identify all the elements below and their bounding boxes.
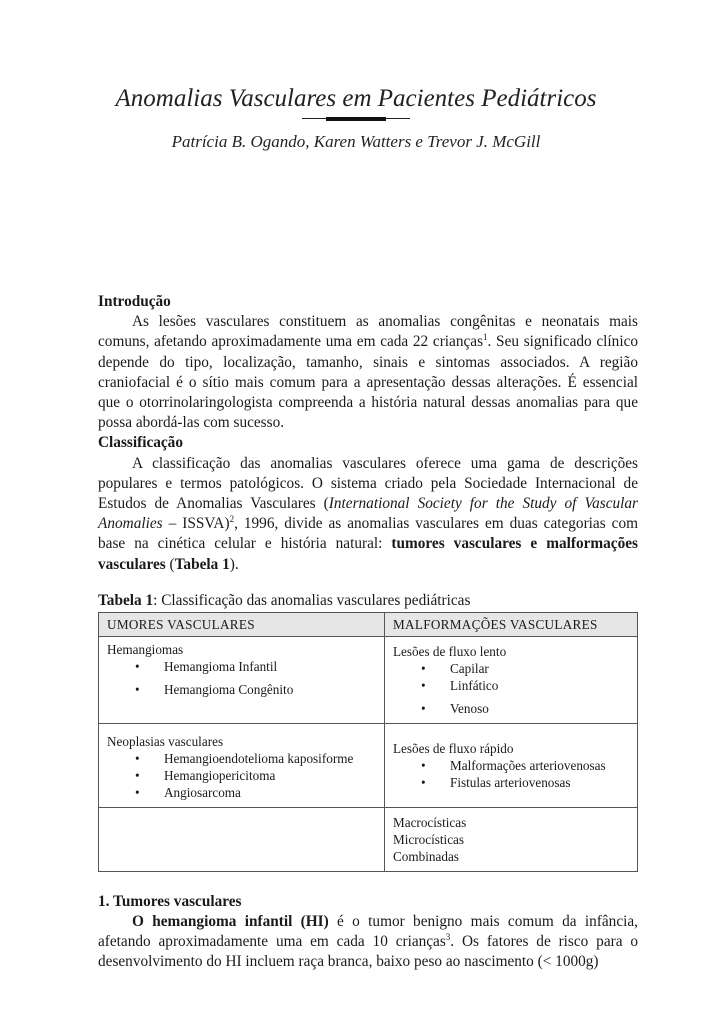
hemangioma-term: O hemangioma infantil (HI) <box>132 913 329 931</box>
title-divider-accent <box>326 117 386 121</box>
classification-text-c: , 1996, divide as anomalias vasculares em duas categorias com base na cinética celular e história natural: <box>98 515 638 553</box>
table-cell <box>99 636 385 723</box>
list-item: • Hemangioma Infantil <box>107 658 376 675</box>
page-title: Anomalias Vasculares em Pacientes Pediátricos <box>115 85 597 112</box>
table-row <box>99 723 638 807</box>
authors-line: Patrícia B. Ogando, Karen Watters e Trevor J. McGill <box>171 132 541 151</box>
classification-text-a: A classificação das anomalias vasculares oferece uma gama de descrições populares e termos patológicos. O sistema criado pela Sociedade Internacional de Estudos de Anomalias Vasculares ( <box>98 454 638 513</box>
classification-text-b: – ISSVA) <box>162 515 230 533</box>
bullet-list <box>107 750 376 801</box>
table-caption-label: Tabela 1 <box>98 591 154 609</box>
table-row <box>99 807 638 871</box>
intro-paragraph <box>98 312 638 433</box>
section-text-a: é o tumor benigno mais comum da infância, afetando aproximadamente uma em cada 10 crianças <box>98 913 638 951</box>
classification-table <box>98 612 638 872</box>
cell-title: Lesões de fluxo rápido <box>393 740 514 756</box>
cell-line: Macrocísticas <box>393 814 467 830</box>
section-heading: 1. Tumores vasculares <box>98 892 242 910</box>
table-cell <box>385 723 638 807</box>
article-body <box>98 292 638 973</box>
table-cell <box>385 636 638 723</box>
bullet-list <box>393 757 629 791</box>
header-vascular-tumors: UMORES VASCULARES <box>99 612 385 636</box>
footnote-ref-1: 1 <box>483 332 488 343</box>
issva-name: International Society for the Study of Vascular Anomalies <box>98 495 638 533</box>
bullet-list <box>107 658 376 698</box>
list-item: • Capilar <box>393 660 629 677</box>
cell-title: Lesões de fluxo lento <box>393 643 507 659</box>
footnote-ref-3: 3 <box>445 932 451 943</box>
intro-text-b: . Seu significado clínico depende do tipo, localização, tamanho, sinais e sintomas associados. A região craniofacial é o sítio mais comum para a apresentação dessas alterações. É essencial que o otorrinolaringologista compreenda a história natural dessas anomalias para que possa abordá-las com sucesso. <box>98 333 639 432</box>
cell-title: Hemangiomas <box>107 641 184 657</box>
classification-text-e: ). <box>229 555 239 573</box>
list-item: • Hemangiopericitoma <box>107 767 376 784</box>
intro-heading: Introdução <box>98 293 171 310</box>
table-cell <box>99 723 385 807</box>
list-item: • Hemangioendotelioma kaposiforme <box>107 750 376 767</box>
cell-line: Microcísticas <box>393 831 465 847</box>
header-vascular-malformations: MALFORMAÇÕES VASCULARES <box>385 612 638 636</box>
bullet-list <box>393 660 629 717</box>
cell-line: Combinadas <box>393 848 459 864</box>
table-row <box>99 636 638 723</box>
list-item: • Malformações arteriovenosas <box>393 757 629 774</box>
classification-text-d: ( <box>165 555 175 573</box>
table-caption <box>98 591 638 611</box>
classification-paragraph <box>98 454 638 575</box>
table-header-row <box>99 612 638 636</box>
categories-bold: tumores vasculares e malformações vasculares <box>98 535 638 573</box>
section-paragraph <box>98 912 638 973</box>
list-item: • Fistulas arteriovenosas <box>393 774 629 791</box>
classification-heading: Classificação <box>98 434 183 452</box>
section-text-b: . Os fatores de risco para o desenvolvimento do HI incluem raça branca, baixo peso ao nascimento (< 1000g) <box>98 933 638 971</box>
list-item: • Venoso <box>393 700 629 717</box>
footnote-ref-2: 2 <box>229 514 235 525</box>
list-item: • Angiosarcoma <box>107 784 376 801</box>
list-item: • Hemangioma Congênito <box>107 681 376 698</box>
cell-title: Neoplasias vasculares <box>107 733 224 749</box>
table-cell <box>385 807 638 871</box>
table-cell-empty <box>99 807 385 871</box>
table-ref: Tabela 1 <box>174 555 230 573</box>
table-caption-text: : Classificação das anomalias vasculares pediátricas <box>153 591 471 609</box>
list-item: • Linfático <box>393 677 629 694</box>
intro-text-a: As lesões vasculares constituem as anomalias congênitas e neonatais mais comuns, afetando aproximadamente uma em cada 22 crianças <box>98 313 638 351</box>
